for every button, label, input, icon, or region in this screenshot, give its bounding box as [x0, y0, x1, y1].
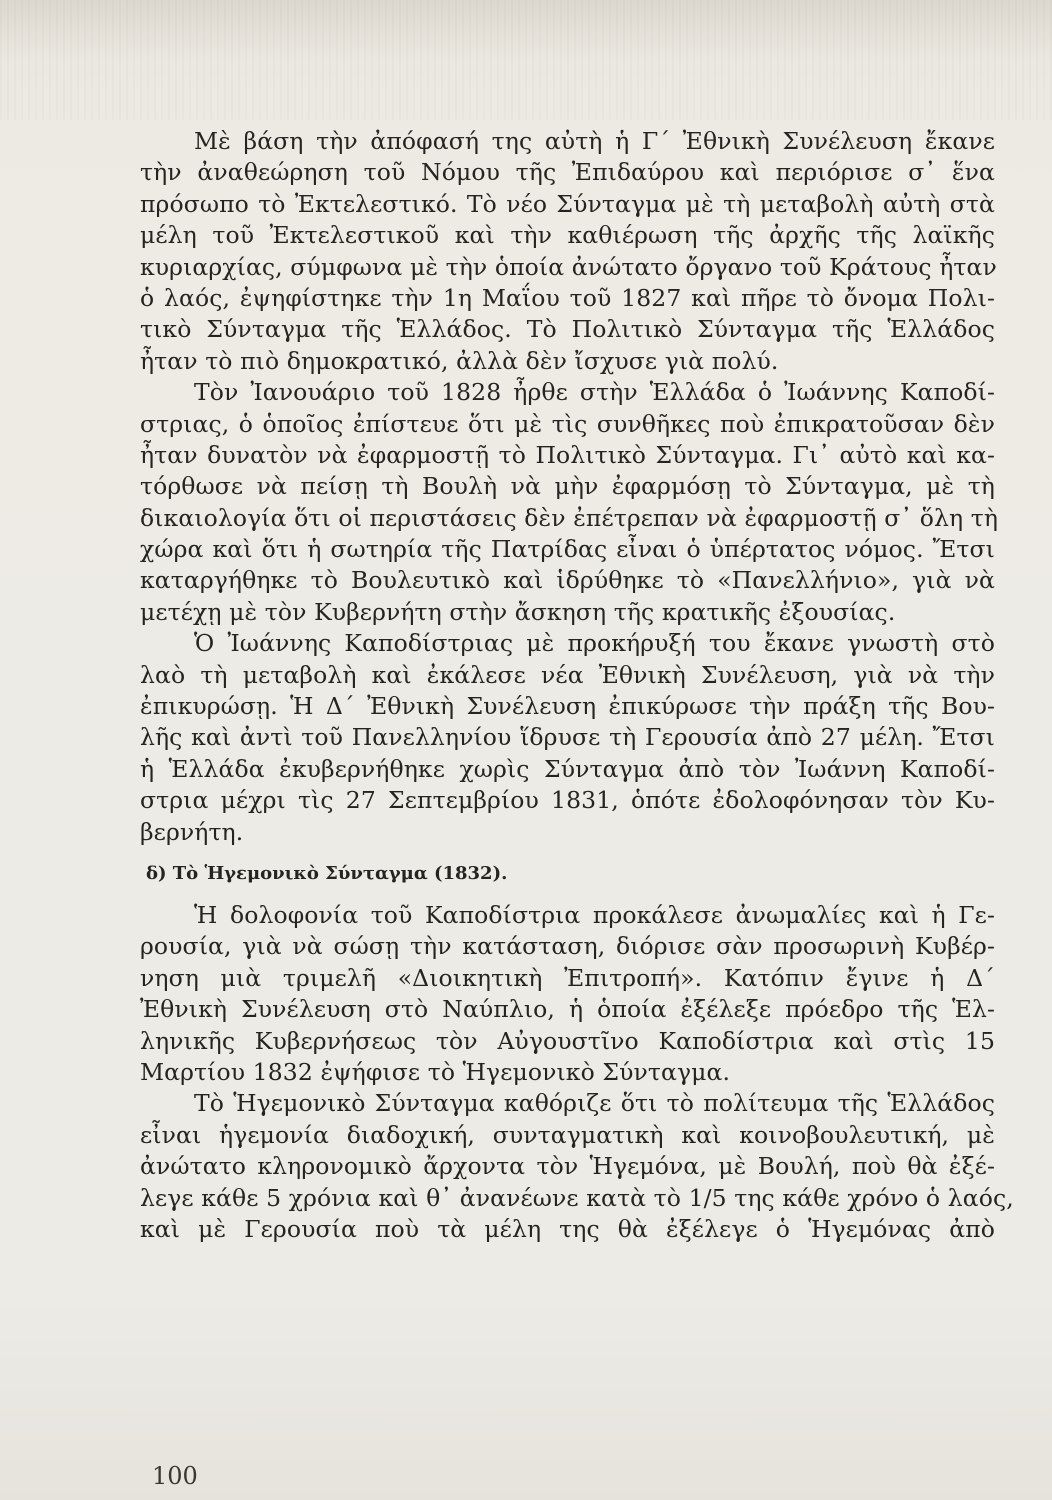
text-line: μέλη τοῦ Ἐκτελεστικοῦ καὶ τὴν καθιέρωση τῆς ἀρχῆς τῆς λαϊκῆς: [140, 221, 995, 250]
section-heading: δ) Τὸ Ἡγεμονικὸ Σύνταγμα (1832).: [146, 862, 508, 884]
text-line: Μαρτίου 1832 ἐψήφισε τὸ Ἡγεμονικὸ Σύνταγμα.: [140, 1057, 731, 1086]
text-line: ἦταν δυνατὸν νὰ ἐφαρμοστῇ τὸ Πολιτικὸ Σύνταγμα. Γι᾽ αὐτὸ καὶ κα-: [140, 440, 995, 469]
text-line: πρόσωπο τὸ Ἐκτελεστικό. Τὸ νέο Σύνταγμα μὲ τὴ μεταβολὴ αὐτὴ στὰ: [140, 189, 995, 218]
text-line: ἡ Ἑλλάδα ἐκυβερνήθηκε χωρὶς Σύνταγμα ἀπὸ τὸν Ἰωάννη Καποδί-: [140, 754, 995, 783]
text-line: Ἐθνικὴ Συνέλευση στὸ Ναύπλιο, ἡ ὁποία ἐξέλεξε πρόεδρο τῆς Ἑλ-: [140, 995, 995, 1024]
text-line: ἐπικυρώσῃ. Ἡ Δ΄ Ἐθνικὴ Συνέλευση ἐπικύρωσε τὴν πράξη τῆς Βου-: [140, 692, 995, 721]
text-line: στρια μέχρι τὶς 27 Σεπτεμβρίου 1831, ὁπότε ἐδολοφόνησαν τὸν Κυ-: [140, 786, 995, 815]
paragraph: [140, 377, 999, 628]
text-line: Τὸ Ἡγεμονικὸ Σύνταγμα καθόριζε ὅτι τὸ πολίτευμα τῆς Ἑλλάδος: [194, 1089, 995, 1118]
text-line: νηση μιὰ τριμελῆ «Διοικητικὴ Ἐπιτροπή». Κατόπιν ἔγινε ἡ Δ΄: [140, 963, 995, 992]
text-line: τὴν ἀναθεώρηση τοῦ Νόμου τῆς Ἐπιδαύρου καὶ περιόρισε σ᾽ ἕνα: [140, 158, 995, 187]
text-line: τικὸ Σύνταγμα τῆς Ἑλλάδος. Τὸ Πολιτικὸ Σύνταγμα τῆς Ἑλλάδος: [140, 315, 995, 344]
text-line: Μὲ βάση τὴν ἀπόφασή της αὐτὴ ἡ Γ΄ Ἐθνικὴ Συνέλευση ἔκανε: [194, 127, 995, 155]
text-line: ληνικῆς Κυβερνήσεως τὸν Αὐγουστῖνο Καποδίστρια καὶ στὶς 15: [140, 1026, 995, 1055]
text-line: Ὁ Ἰωάννης Καποδίστριας μὲ προκήρυξή του ἔκανε γνωστὴ στὸ: [194, 629, 995, 658]
text-line: λεγε κάθε 5 χρόνια καὶ θ᾽ ἀνανέωνε κατὰ τὸ 1/5 της κάθε χρόνο ὁ λαός,: [140, 1183, 1014, 1212]
text-line: κυριαρχίας, σύμφωνα μὲ τὴν ὁποία ἀνώτατο ὄργανο τοῦ Κράτους ἦταν: [140, 252, 997, 281]
text-line: τόρθωσε νὰ πείσῃ τὴ Βουλὴ νὰ μὴν ἐφαρμόσῃ τὸ Σύνταγμα, μὲ τὴ: [140, 472, 995, 501]
text-line: ρουσία, γιὰ νὰ σώσῃ τὴν κατάσταση, διόρισε σὰν προσωρινὴ Κυβέρ-: [140, 932, 995, 961]
text-line: εἶναι ἡγεμονία διαδοχική, συνταγματικὴ καὶ κοινοβουλευτική, μὲ: [140, 1120, 995, 1149]
text-line: βερνήτη.: [140, 817, 244, 846]
show-through-texture: [0, 0, 1052, 120]
paragraph: [140, 126, 995, 377]
text-line: Τὸν Ἰανουάριο τοῦ 1828 ἦρθε στὴν Ἑλλάδα ὁ Ἰωάννης Καποδί-: [194, 378, 995, 407]
paragraph: [140, 1088, 1014, 1245]
text-line: λῆς καὶ ἀντὶ τοῦ Πανελληνίου ἵδρυσε τὴ Γερουσία ἀπὸ 27 μέλη. Ἔτσι: [140, 723, 995, 752]
text-line: καὶ μὲ Γερουσία ποὺ τὰ μέλη της θὰ ἐξέλεγε ὁ Ἡγεμόνας ἀπὸ: [140, 1214, 995, 1243]
paragraph: [140, 628, 995, 848]
text-line: Ἡ δολοφονία τοῦ Καποδίστρια προκάλεσε ἀνωμαλίες καὶ ἡ Γε-: [194, 900, 995, 929]
text-line: μετέχῃ μὲ τὸν Κυβερνήτη στὴν ἄσκηση τῆς κρατικῆς ἐξουσίας.: [140, 597, 896, 626]
text-line: ἀνώτατο κληρονομικὸ ἄρχοντα τὸν Ἡγεμόνα, μὲ Βουλή, ποὺ θὰ ἐξέ-: [140, 1152, 995, 1181]
text-line: λαὸ τὴ μεταβολὴ καὶ ἐκάλεσε νέα Ἐθνικὴ Συνέλευση, γιὰ νὰ τὴν: [140, 660, 995, 689]
text-line: στριας, ὁ ὁποῖος ἐπίστευε ὅτι μὲ τὶς συνθῆκες ποὺ ἐπικρατοῦσαν δὲν: [140, 409, 995, 438]
paragraph: [140, 900, 995, 1088]
text-line: δικαιολογία ὅτι οἱ περιστάσεις δὲν ἐπέτρεπαν νὰ ἐφαρμοστῇ σ᾽ ὅλη τὴ: [140, 503, 999, 532]
text-line: καταργήθηκε τὸ Βουλευτικὸ καὶ ἱδρύθηκε τὸ «Πανελλήνιο», γιὰ νὰ: [140, 566, 995, 595]
text-line: ὁ λαός, ἐψηφίστηκε τὴν 1η Μαΐου τοῦ 1827 καὶ πῆρε τὸ ὄνομα Πολι-: [140, 283, 995, 312]
text-line: χώρα καὶ ὅτι ἡ σωτηρία τῆς Πατρίδας εἶναι ὁ ὑπέρτατος νόμος. Ἔτσι: [140, 535, 995, 564]
body-text: [140, 126, 1014, 1245]
page-number: 100: [152, 1462, 198, 1490]
text-line: ἦταν τὸ πιὸ δημοκρατικό, ἀλλὰ δὲν ἴσχυσε γιὰ πολύ.: [140, 346, 779, 375]
